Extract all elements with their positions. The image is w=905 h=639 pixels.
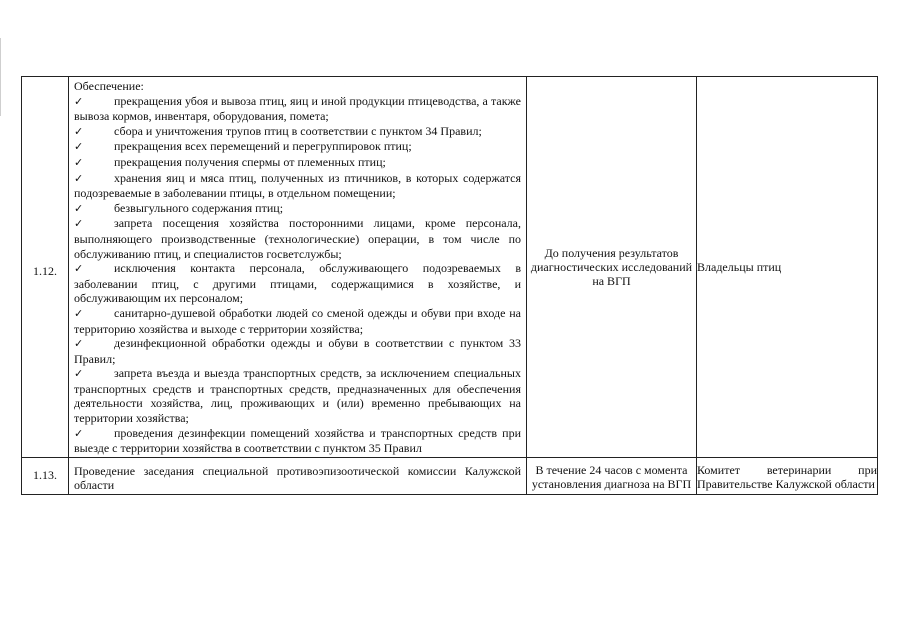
list-item: ✓ прекращения всех перемещений и перегруппировок птиц; bbox=[74, 139, 412, 154]
check-icon: ✓ bbox=[74, 140, 84, 154]
check-icon: ✓ bbox=[74, 306, 84, 320]
check-icon: ✓ bbox=[74, 94, 84, 108]
check-icon: ✓ bbox=[74, 262, 84, 276]
scan-edge-line bbox=[0, 38, 1, 116]
row-number: 1.13. bbox=[22, 457, 69, 494]
list-item: ✓ хранения яиц и мяса птиц, полученных из птичников, в которых содержатся подозреваемые в заболевании птицы, в отдельном помещении; bbox=[74, 170, 521, 201]
measure-content bbox=[69, 77, 527, 458]
check-icon: ✓ bbox=[74, 367, 84, 381]
check-icon: ✓ bbox=[74, 201, 84, 215]
check-icon: ✓ bbox=[74, 337, 84, 351]
measure-intro: Обеспечение: bbox=[74, 79, 144, 93]
deadline-cell: До получения результатов диагностических исследований на ВГП bbox=[527, 77, 697, 458]
deadline-cell: В течение 24 часов с момента установления диагноза на ВГП bbox=[527, 457, 697, 494]
measure-text: Проведение заседания специальной противоэпизоотической комиссии Калужской области bbox=[74, 463, 521, 493]
check-icon: ✓ bbox=[74, 217, 84, 231]
list-item: ✓ прекращения получения спермы от племенных птиц; bbox=[74, 154, 386, 169]
list-item: ✓ санитарно-душевой обработки людей со сменой одежды и обуви при входе на территорию хозяйства и выходе с территории хозяйства; bbox=[74, 305, 521, 336]
list-item: ✓ запрета посещения хозяйства посторонними лицами, кроме персонала, выполняющего производственные (технологические) операции, в том числе по обслуживанию птиц, и специалистов госветслужбы; bbox=[74, 216, 521, 261]
list-item: ✓ прекращения убоя и вывоза птиц, яиц и иной продукции птицеводства, а также вывоза кормов, инвентаря, оборудования, помета; bbox=[74, 93, 521, 124]
table-row bbox=[22, 77, 878, 458]
measures-table bbox=[21, 76, 878, 495]
row-number: 1.12. bbox=[22, 77, 69, 458]
list-item: ✓ запрета въезда и выезда транспортных средств, за исключением специальных транспортных средств и транспортных средств, предназначенных для обеспечения деятельности хозяйства, лиц, проживающих и (или) временно пребывающих на территории хозяйства; bbox=[74, 366, 521, 426]
measure-content bbox=[69, 457, 527, 494]
check-icon: ✓ bbox=[74, 171, 84, 185]
check-icon: ✓ bbox=[74, 124, 84, 138]
list-item: ✓ безвыгульного содержания птиц; bbox=[74, 200, 284, 215]
list-item: ✓ дезинфекционной обработки одежды и обуви в соответствии с пунктом 33 Правил; bbox=[74, 336, 521, 366]
list-item: ✓ проведения дезинфекции помещений хозяйства и транспортных средств при выезде с территории хозяйства в соответствии с пунктом 35 Правил bbox=[74, 425, 521, 456]
check-icon: ✓ bbox=[74, 155, 84, 169]
check-icon: ✓ bbox=[74, 426, 84, 440]
responsible-cell: Комитет ветеринарии при Правительстве Калужской области bbox=[697, 457, 878, 494]
list-item: ✓ исключения контакта персонала, обслуживающего подозреваемых в заболевании птиц, с другими птицами, содержащимися в хозяйстве, и обслуживающим их персоналом; bbox=[74, 261, 521, 306]
list-item: ✓ сбора и уничтожения трупов птиц в соответствии с пунктом 34 Правил; bbox=[74, 123, 482, 138]
responsible-cell: Владельцы птиц bbox=[697, 77, 878, 458]
table-row bbox=[22, 457, 878, 494]
